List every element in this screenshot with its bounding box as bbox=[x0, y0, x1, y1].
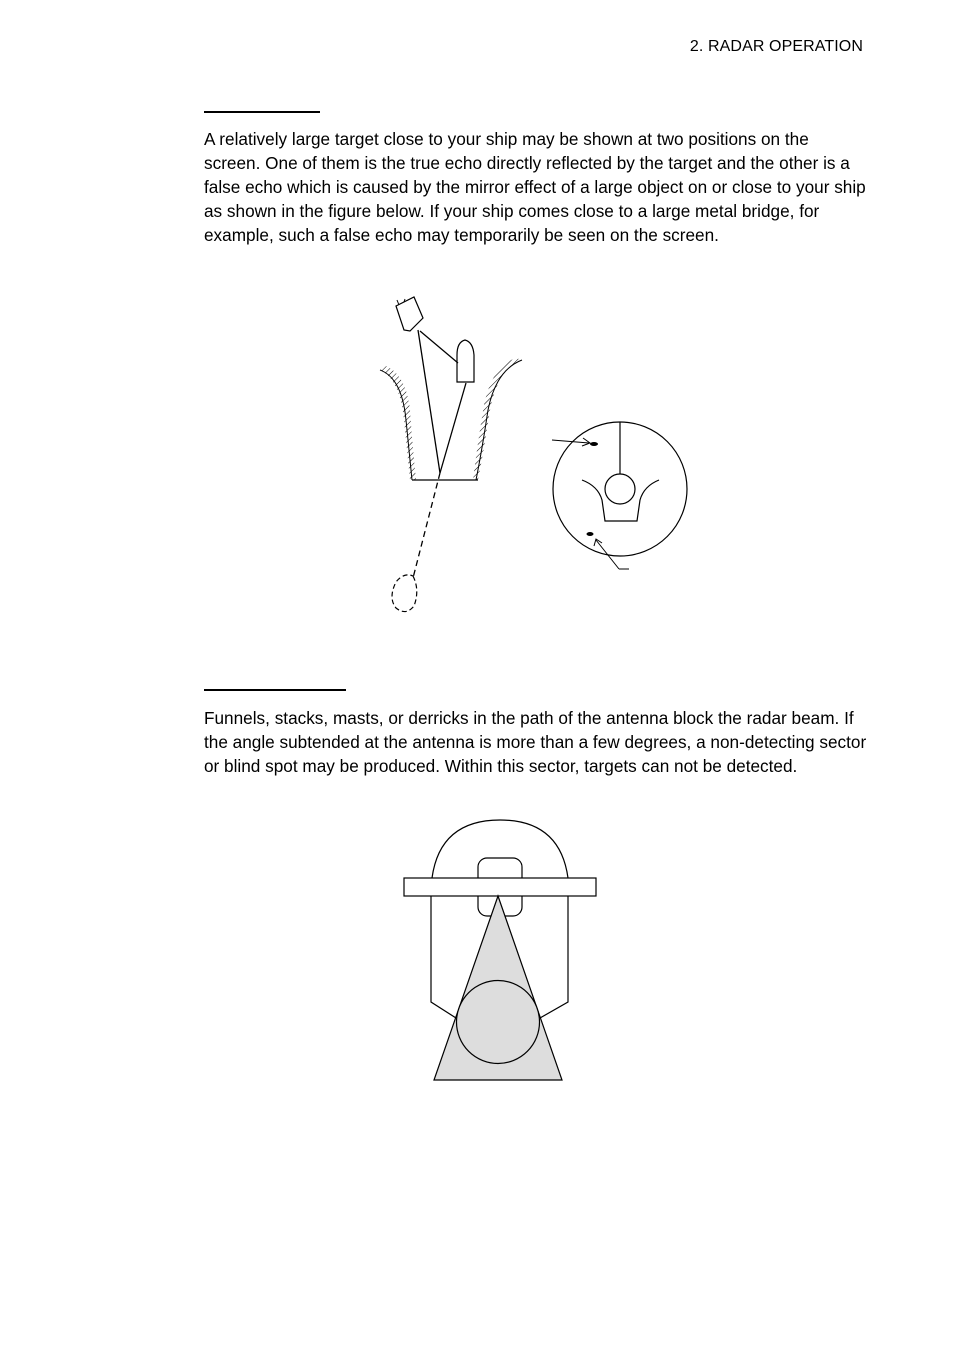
paragraph-blind-sector: Funnels, stacks, masts, or derricks in the path of the antenna block the radar beam. If the angle subtended at the antenna is more than a few degrees, a non-detecting sector or blind spot may be produced. Within this sector, targets can not be detected. bbox=[204, 708, 867, 776]
paragraph-false-echo: A relatively large target close to your ship may be shown at two positions on the screen. One of them is the true echo directly reflected by the target and the other is a false echo which is caused by the mirror effect of a large object on or close to your ship as shown in the figure below. If your ship comes close to a large metal bridge, for example, such a false echo may temporarily be seen on the screen. bbox=[204, 129, 866, 245]
page-header: 2. RADAR OPERATION bbox=[689, 38, 863, 55]
funnel-obstruction bbox=[457, 981, 540, 1064]
antenna-bar bbox=[404, 878, 596, 896]
